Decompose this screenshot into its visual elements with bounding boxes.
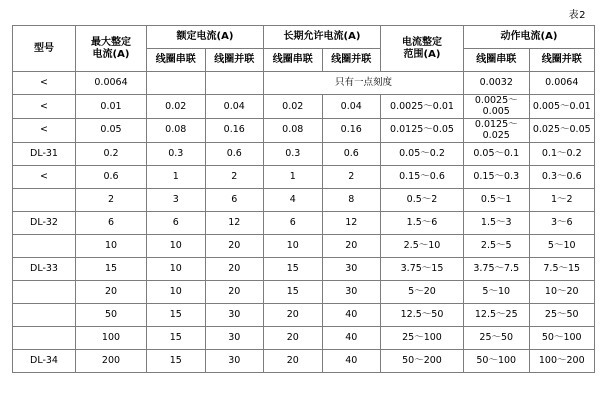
cell-setting-range: 12.5～50 xyxy=(381,303,464,326)
cell-long-parallel: 0.6 xyxy=(322,142,381,165)
cell-max-setting: 6 xyxy=(76,211,147,234)
cell-rated-series: 10 xyxy=(147,257,206,280)
cell-rated-parallel: 12 xyxy=(205,211,264,234)
cell-long-series: 0.02 xyxy=(264,95,323,119)
header-max-setting-current xyxy=(76,26,147,72)
table-caption xyxy=(12,6,586,21)
cell-operate-series: 1.5～3 xyxy=(464,211,530,234)
cell-rated-series: 0.02 xyxy=(147,95,206,119)
cell-model: < xyxy=(13,95,76,119)
cell-rated-parallel xyxy=(205,72,264,95)
table-row xyxy=(13,349,595,372)
cell-long-parallel: 2 xyxy=(322,165,381,188)
cell-long-series: 10 xyxy=(264,234,323,257)
cell-max-setting: 100 xyxy=(76,326,147,349)
cell-long-series: 15 xyxy=(264,257,323,280)
table-row xyxy=(13,303,595,326)
header-max-setting-line1: 最大整定 xyxy=(91,36,131,48)
table-body xyxy=(13,72,595,373)
cell-model: DL-33 xyxy=(13,257,76,280)
cell-operate-parallel: 0.3～0.6 xyxy=(529,165,595,188)
cell-operate-series: 0.0025～0.005 xyxy=(464,95,530,119)
cell-setting-range: 5～20 xyxy=(381,280,464,303)
cell-long-parallel: 12 xyxy=(322,211,381,234)
header-setting-range-line2: 范围(A) xyxy=(403,48,441,60)
cell-rated-series: 15 xyxy=(147,326,206,349)
cell-operate-series: 0.0032 xyxy=(464,72,530,95)
cell-rated-series: 15 xyxy=(147,303,206,326)
cell-operate-parallel: 0.1～0.2 xyxy=(529,142,595,165)
cell-max-setting: 200 xyxy=(76,349,147,372)
header-rated-parallel: 线圈并联 xyxy=(205,49,264,72)
cell-long-parallel: 8 xyxy=(322,188,381,211)
cell-setting-range: 0.5～2 xyxy=(381,188,464,211)
specification-table xyxy=(12,25,595,373)
header-operate-parallel: 线圈并联 xyxy=(529,49,595,72)
cell-model: < xyxy=(13,118,76,142)
cell-operate-series: 0.0125～0.025 xyxy=(464,118,530,142)
cell-long-parallel: 0.16 xyxy=(322,118,381,142)
cell-setting-range: 3.75～15 xyxy=(381,257,464,280)
cell-rated-series xyxy=(147,72,206,95)
cell-setting-range: 0.05～0.2 xyxy=(381,142,464,165)
cell-rated-parallel: 20 xyxy=(205,280,264,303)
table-row xyxy=(13,280,595,303)
table-caption-text: 表2 xyxy=(568,10,586,21)
cell-max-setting: 0.05 xyxy=(76,118,147,142)
cell-operate-parallel: 3～6 xyxy=(529,211,595,234)
cell-setting-range: 25～100 xyxy=(381,326,464,349)
cell-rated-parallel: 30 xyxy=(205,326,264,349)
cell-model: < xyxy=(13,165,76,188)
cell-operate-parallel: 0.005～0.01 xyxy=(529,95,595,119)
cell-long-parallel: 40 xyxy=(322,303,381,326)
table-header-row-1 xyxy=(13,26,595,49)
cell-long-series: 4 xyxy=(264,188,323,211)
cell-long-parallel: 0.04 xyxy=(322,95,381,119)
table-row xyxy=(13,326,595,349)
header-long-series: 线圈串联 xyxy=(264,49,323,72)
cell-max-setting: 20 xyxy=(76,280,147,303)
table-row xyxy=(13,257,595,280)
cell-setting-range: 50～200 xyxy=(381,349,464,372)
cell-rated-series: 3 xyxy=(147,188,206,211)
cell-operate-series: 12.5～25 xyxy=(464,303,530,326)
cell-max-setting: 10 xyxy=(76,234,147,257)
cell-long-series: 0.3 xyxy=(264,142,323,165)
cell-rated-parallel: 30 xyxy=(205,303,264,326)
cell-operate-series: 0.05～0.1 xyxy=(464,142,530,165)
cell-model xyxy=(13,234,76,257)
cell-operate-series: 0.15～0.3 xyxy=(464,165,530,188)
table-row xyxy=(13,165,595,188)
cell-rated-series: 1 xyxy=(147,165,206,188)
table-row xyxy=(13,118,595,142)
cell-operate-parallel: 50～100 xyxy=(529,326,595,349)
cell-long-parallel: 20 xyxy=(322,234,381,257)
header-rated-series: 线圈串联 xyxy=(147,49,206,72)
cell-max-setting: 0.6 xyxy=(76,165,147,188)
cell-rated-series: 6 xyxy=(147,211,206,234)
cell-long-series: 20 xyxy=(264,303,323,326)
table-row xyxy=(13,72,595,95)
table-row xyxy=(13,142,595,165)
cell-rated-series: 15 xyxy=(147,349,206,372)
cell-max-setting: 2 xyxy=(76,188,147,211)
header-rated-current: 额定电流(A) xyxy=(147,26,264,49)
cell-operate-parallel: 0.0064 xyxy=(529,72,595,95)
cell-max-setting: 0.01 xyxy=(76,95,147,119)
cell-rated-parallel: 0.16 xyxy=(205,118,264,142)
cell-setting-range: 0.15～0.6 xyxy=(381,165,464,188)
cell-model xyxy=(13,280,76,303)
cell-operate-series: 50～100 xyxy=(464,349,530,372)
cell-model: DL-31 xyxy=(13,142,76,165)
cell-model xyxy=(13,303,76,326)
cell-long-series: 20 xyxy=(264,326,323,349)
cell-long-series: 6 xyxy=(264,211,323,234)
table-row xyxy=(13,211,595,234)
cell-operate-series: 3.75～7.5 xyxy=(464,257,530,280)
cell-rated-series: 10 xyxy=(147,234,206,257)
cell-setting-range: 2.5～10 xyxy=(381,234,464,257)
cell-operate-parallel: 0.025～0.05 xyxy=(529,118,595,142)
cell-model xyxy=(13,188,76,211)
cell-rated-parallel: 0.6 xyxy=(205,142,264,165)
cell-model xyxy=(13,326,76,349)
cell-long-series: 20 xyxy=(264,349,323,372)
cell-operate-parallel: 25～50 xyxy=(529,303,595,326)
cell-operate-parallel: 100～200 xyxy=(529,349,595,372)
cell-operate-parallel: 10～20 xyxy=(529,280,595,303)
cell-operate-parallel: 5～10 xyxy=(529,234,595,257)
table-head xyxy=(13,26,595,72)
cell-rated-series: 10 xyxy=(147,280,206,303)
cell-max-setting: 0.2 xyxy=(76,142,147,165)
cell-setting-range: 1.5～6 xyxy=(381,211,464,234)
cell-rated-series: 0.3 xyxy=(147,142,206,165)
cell-setting-range: 0.0125～0.05 xyxy=(381,118,464,142)
cell-operate-series: 5～10 xyxy=(464,280,530,303)
header-long-parallel: 线圈并联 xyxy=(322,49,381,72)
cell-long-parallel: 40 xyxy=(322,349,381,372)
cell-rated-parallel: 30 xyxy=(205,349,264,372)
header-operate-series: 线圈串联 xyxy=(464,49,530,72)
cell-max-setting: 50 xyxy=(76,303,147,326)
table-row xyxy=(13,95,595,119)
cell-long-parallel: 30 xyxy=(322,280,381,303)
cell-model: DL-34 xyxy=(13,349,76,372)
cell-long-series: 1 xyxy=(264,165,323,188)
header-max-setting-line2: 电流(A) xyxy=(92,48,130,60)
header-setting-range-line1: 电流整定 xyxy=(402,36,442,48)
cell-model: < xyxy=(13,72,76,95)
cell-operate-series: 0.5～1 xyxy=(464,188,530,211)
cell-setting-range-note: 只有一点刻度 xyxy=(264,72,464,95)
cell-operate-parallel: 7.5～15 xyxy=(529,257,595,280)
cell-setting-range: 0.0025～0.01 xyxy=(381,95,464,119)
header-model: 型号 xyxy=(13,26,76,72)
cell-rated-parallel: 2 xyxy=(205,165,264,188)
cell-long-parallel: 30 xyxy=(322,257,381,280)
cell-rated-parallel: 6 xyxy=(205,188,264,211)
cell-rated-series: 0.08 xyxy=(147,118,206,142)
header-operate-current: 动作电流(A) xyxy=(464,26,595,49)
cell-model: DL-32 xyxy=(13,211,76,234)
header-setting-range xyxy=(381,26,464,72)
cell-max-setting: 15 xyxy=(76,257,147,280)
cell-rated-parallel: 0.04 xyxy=(205,95,264,119)
cell-rated-parallel: 20 xyxy=(205,234,264,257)
table-row xyxy=(13,234,595,257)
cell-operate-series: 2.5～5 xyxy=(464,234,530,257)
header-long-term-current: 长期允许电流(A) xyxy=(264,26,381,49)
table-row xyxy=(13,188,595,211)
cell-max-setting: 0.0064 xyxy=(76,72,147,95)
cell-operate-series: 25～50 xyxy=(464,326,530,349)
cell-operate-parallel: 1～2 xyxy=(529,188,595,211)
cell-rated-parallel: 20 xyxy=(205,257,264,280)
cell-long-series: 15 xyxy=(264,280,323,303)
cell-long-parallel: 40 xyxy=(322,326,381,349)
cell-long-series: 0.08 xyxy=(264,118,323,142)
